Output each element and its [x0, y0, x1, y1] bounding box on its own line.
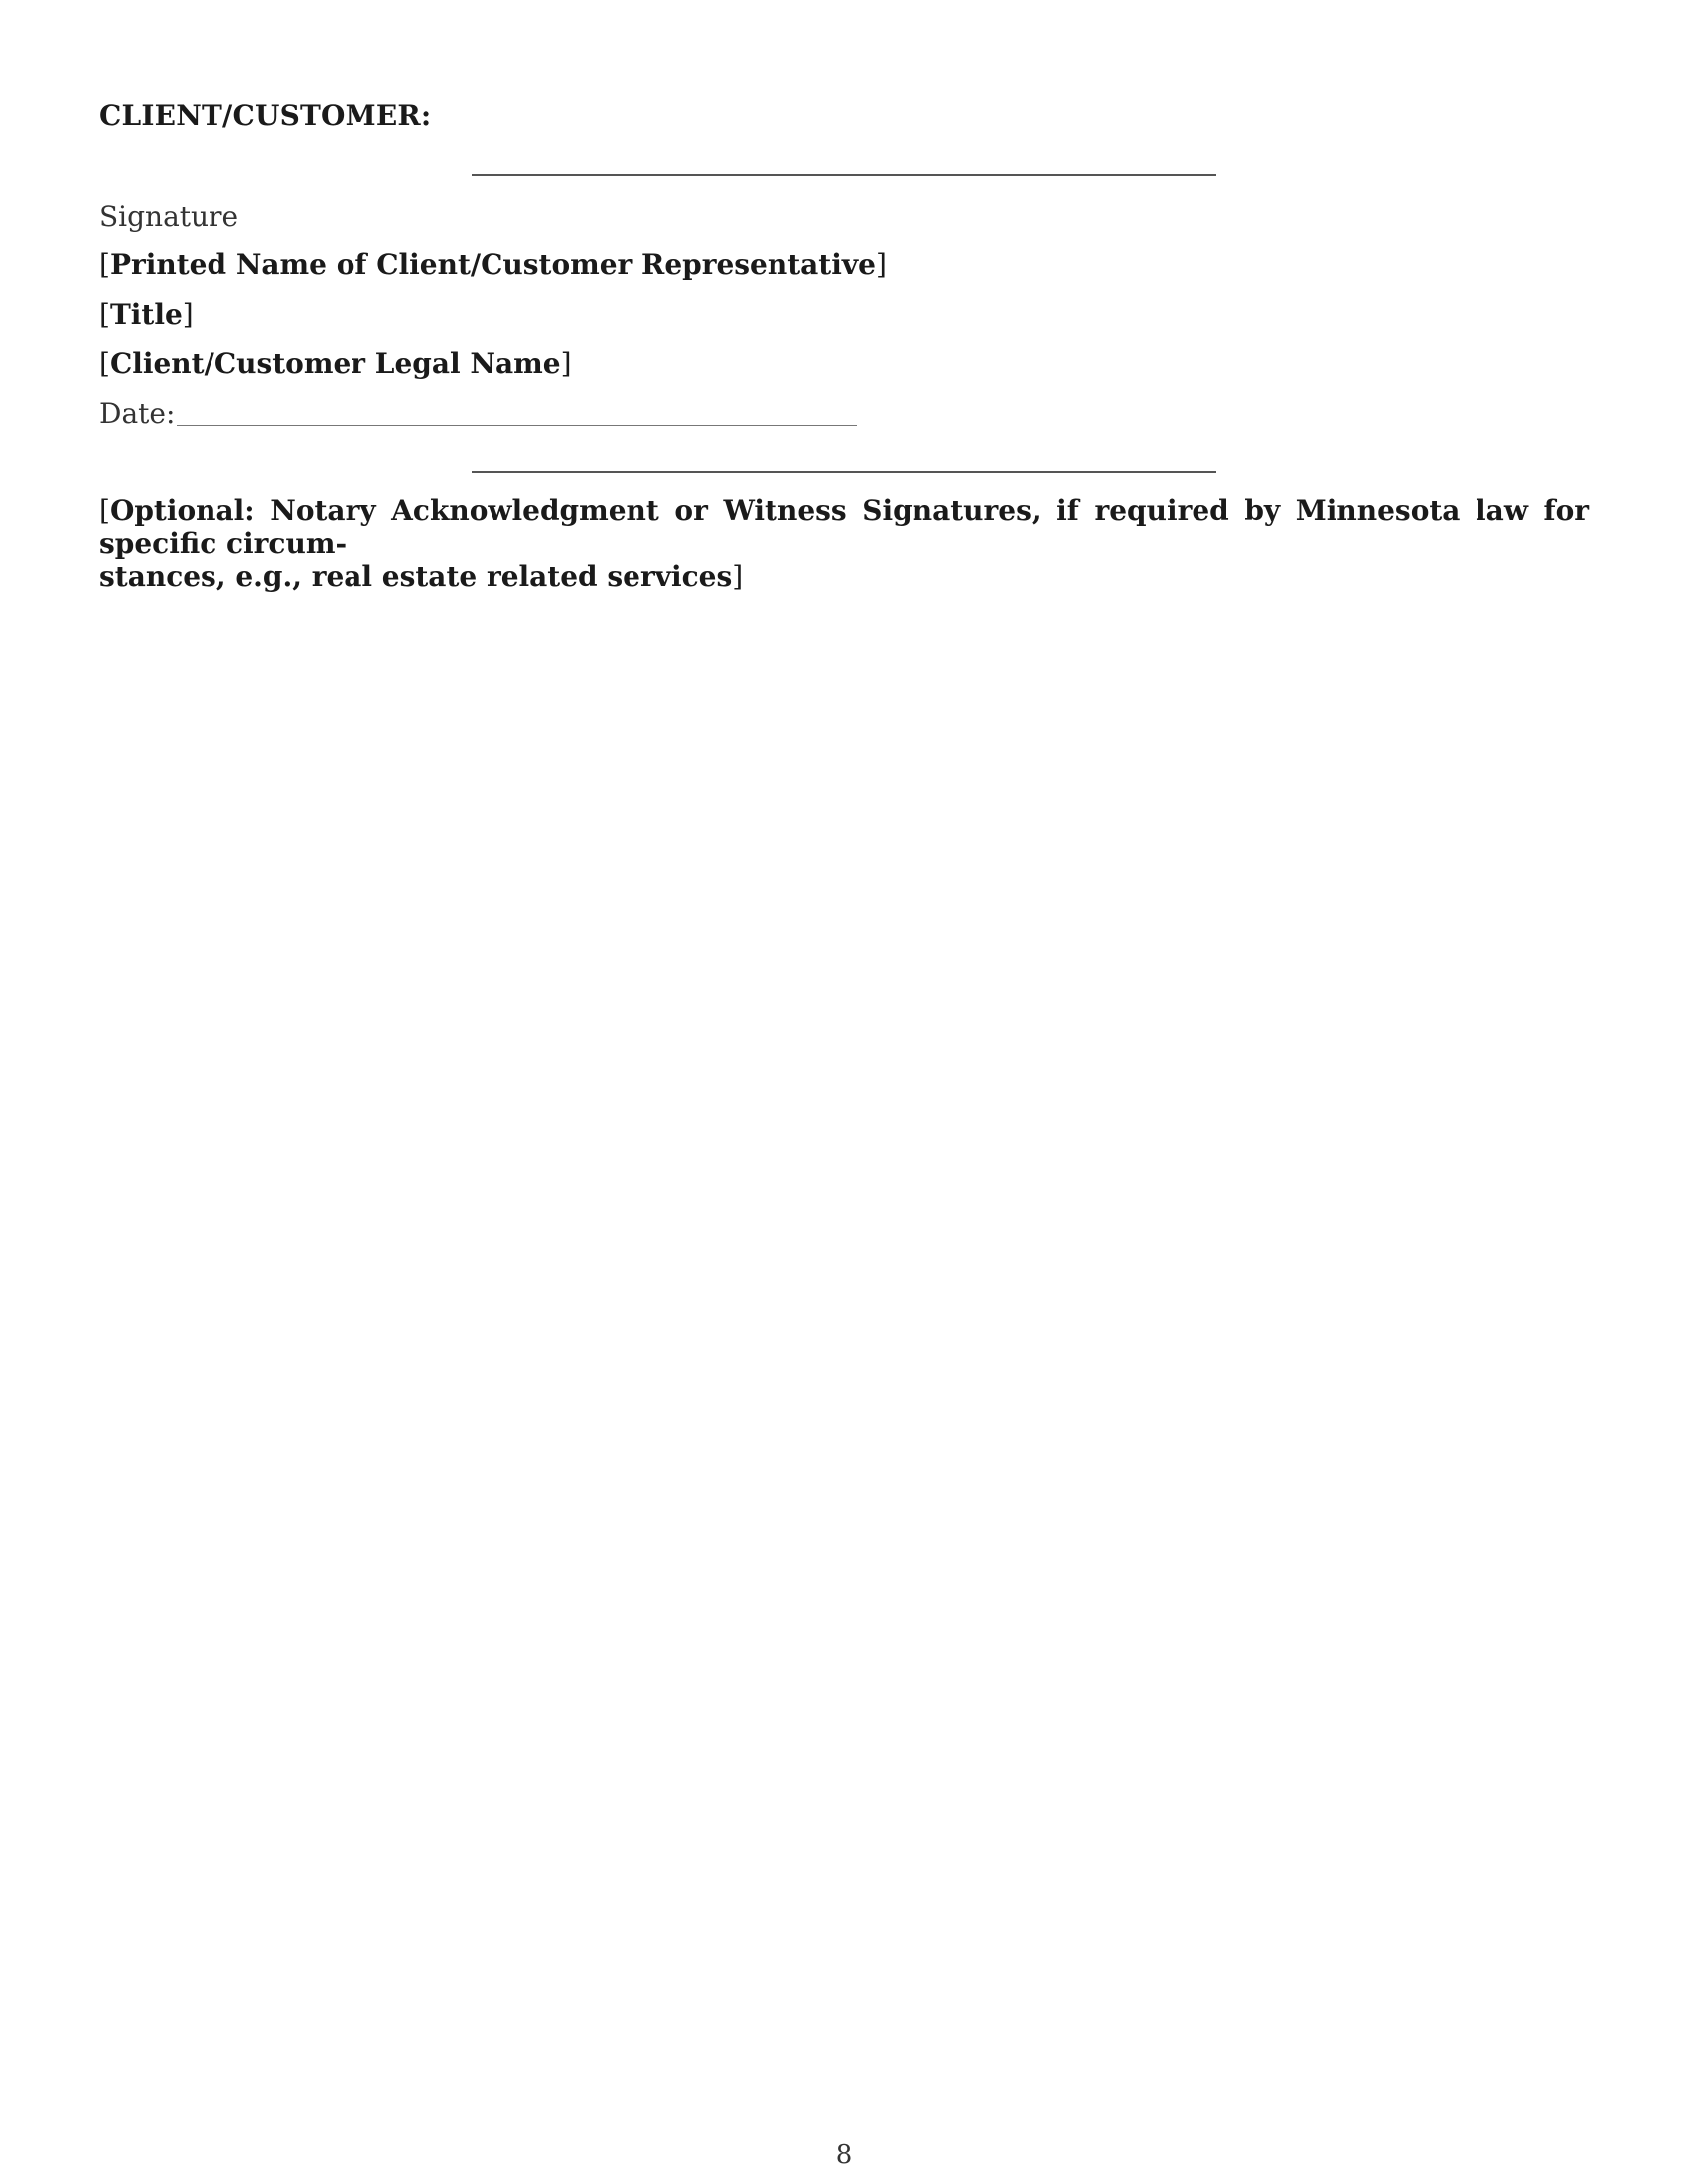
- close-bracket: ]: [732, 560, 744, 593]
- printed-name-text: Printed Name of Client/Customer Representative: [109, 248, 876, 281]
- signature-label: Signature: [99, 201, 239, 233]
- close-bracket: ]: [875, 248, 887, 281]
- optional-note-line1: Optional: Notary Acknowledgment or Witness Signatures, if required by Minnesota law for specific circum-: [99, 494, 1589, 560]
- date-blank-line: [177, 425, 857, 426]
- page-number: 8: [835, 2140, 853, 2170]
- title-text: Title: [109, 298, 183, 331]
- printed-name-placeholder: [99, 248, 887, 281]
- section-divider: [472, 471, 1216, 473]
- optional-note-line2: stances, e.g., real estate related services: [99, 560, 733, 593]
- section-heading: CLIENT/CUSTOMER:: [99, 99, 432, 132]
- open-bracket: [: [99, 494, 110, 527]
- open-bracket: [: [99, 347, 110, 380]
- close-bracket: ]: [182, 298, 194, 331]
- date-label: Date:: [99, 397, 176, 430]
- signature-line: [472, 174, 1216, 176]
- close-bracket: ]: [560, 347, 572, 380]
- legal-name-placeholder: [99, 347, 572, 380]
- open-bracket: [: [99, 298, 110, 331]
- title-placeholder: [99, 298, 194, 331]
- optional-notary-note: [99, 494, 1589, 593]
- legal-name-text: Client/Customer Legal Name: [109, 347, 561, 380]
- open-bracket: [: [99, 248, 110, 281]
